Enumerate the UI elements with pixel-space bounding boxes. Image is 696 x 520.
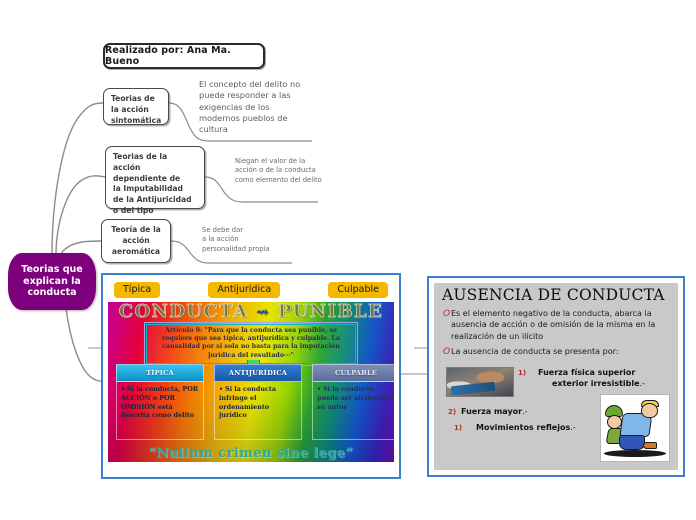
card-head-label: ANTIJURÍDICA xyxy=(214,364,302,382)
branch-box-label: Teoría de la acción aeromática xyxy=(111,225,161,256)
circle-bullet-icon: O xyxy=(443,347,451,358)
leaf-text-niegan-el-valor xyxy=(235,157,325,185)
rainbow-body xyxy=(108,302,394,462)
card-body-label: Si la conducta puede ser atribuida a su autor xyxy=(317,385,394,411)
bullet-dot-icon: • xyxy=(219,385,224,393)
leaf-text-label: El concepto del delito no puede responder a las exigencias de los modernos pueblos de cultura xyxy=(199,79,301,135)
right-item-2-label xyxy=(461,407,528,418)
right-item-1-text: Fuerza física superior xyxy=(538,368,636,377)
pill-culpable: Culpable xyxy=(328,282,388,298)
rainbow-footer: “Nullum crimen sine lege” xyxy=(148,446,354,461)
bullet-dot-icon: • xyxy=(121,385,126,393)
root-node-line-3: conducta xyxy=(27,287,77,299)
card-head-label: TÍPICA xyxy=(116,364,204,382)
photo-cartoon-abduction xyxy=(600,394,670,462)
author-box-label: Realizado por: Ana Ma. Bueno xyxy=(105,45,231,67)
leaf-text-personalidad-propia xyxy=(202,226,294,254)
right-panel-bullet-label: La ausencia de conducta se presenta por: xyxy=(451,347,619,357)
right-item-1-text2: exterior irresistible xyxy=(552,378,640,388)
photo-massage-therapy xyxy=(446,367,514,397)
right-panel-inner xyxy=(434,283,678,470)
card-tipica xyxy=(116,364,204,440)
root-node-line-2: explican la xyxy=(23,275,81,287)
right-item-1-tail: .- xyxy=(639,378,645,388)
right-item-3-label xyxy=(476,423,576,434)
card-culpable xyxy=(312,364,394,440)
leaf-text-label: Se debe dar a la acción personalidad propia xyxy=(202,226,270,253)
right-item-2-number: 2) xyxy=(448,408,457,416)
branch-box-label: Teorias de la acción dependiente de la Imputabilidad de la Antijuricidad o del tipo xyxy=(113,152,192,215)
author-box xyxy=(103,43,265,69)
squiggly-arrow-icon: ⇝ xyxy=(256,303,271,321)
branch-box-accion-dependiente[interactable] xyxy=(105,146,205,215)
slide-ausencia-de-conducta[interactable] xyxy=(427,276,685,477)
right-item-1-label xyxy=(538,368,645,390)
branch-box-accion-aeromatica[interactable] xyxy=(101,219,171,263)
branch-box-accion-sintomatica[interactable] xyxy=(103,88,169,125)
root-node-teorias-que-explican-la-conducta[interactable] xyxy=(8,253,96,310)
article-9-box xyxy=(146,324,356,364)
rainbow-title-punible: PUNIBLE xyxy=(277,302,384,322)
right-item-1-number: 1) xyxy=(518,369,527,377)
right-panel-bullet-2 xyxy=(440,346,672,359)
rainbow-title-conducta: CONDUCTA xyxy=(118,302,249,322)
leaf-text-concepto-del-delito xyxy=(199,79,311,136)
article-9-text: Artículo 9: "Para que la conducta sea punible, se requiere que sea típica, antijurídica y culpable. La causalidad por si sola no basta para la imputación jurídica del resultado···" xyxy=(162,326,340,359)
right-item-3-number: 1) xyxy=(454,424,463,432)
right-panel-bullet-1 xyxy=(440,308,672,342)
card-body-label: Si la conducta, POR ACCIÓN o POR OMISIÓN está descrita como delito xyxy=(121,385,199,420)
right-item-3-text: Movimientos reflejos xyxy=(476,423,571,432)
right-panel-bullet-label: Es el elemento negativo de la conducta, abarca la ausencia de acción o de omisión de la misma en la realización de un ilícito xyxy=(451,309,656,341)
card-antijuridica xyxy=(214,364,302,440)
rainbow-title xyxy=(108,303,394,322)
pill-row xyxy=(108,280,394,301)
pill-antijuridica: Antijurídica xyxy=(208,282,280,298)
right-item-2-tail: .- xyxy=(522,407,528,416)
bullet-dot-icon: • xyxy=(317,385,322,393)
leaf-text-label: Niegan el valor de la acción o de la conducta como elemento del delito xyxy=(235,157,322,184)
circle-bullet-icon: O xyxy=(443,309,451,320)
card-row xyxy=(116,364,394,440)
pill-tipica: Típica xyxy=(114,282,160,298)
card-body-text xyxy=(116,382,204,440)
card-body-text xyxy=(214,382,302,440)
right-item-2-text: Fuerza mayor xyxy=(461,407,523,416)
right-item-3-tail: .- xyxy=(570,423,576,432)
card-head-label: CULPABLE xyxy=(312,364,394,382)
branch-box-label: Teorias de la acción sintomática xyxy=(111,94,162,125)
root-node-line-1: Teorias que xyxy=(21,263,83,275)
card-body-text xyxy=(312,382,394,440)
card-body-label: Si la conducta infringe el ordenamiento jurídico xyxy=(219,385,276,420)
right-panel-title: AUSENCIA DE CONDUCTA xyxy=(442,286,665,304)
slide-conducta-punible[interactable] xyxy=(101,273,401,479)
